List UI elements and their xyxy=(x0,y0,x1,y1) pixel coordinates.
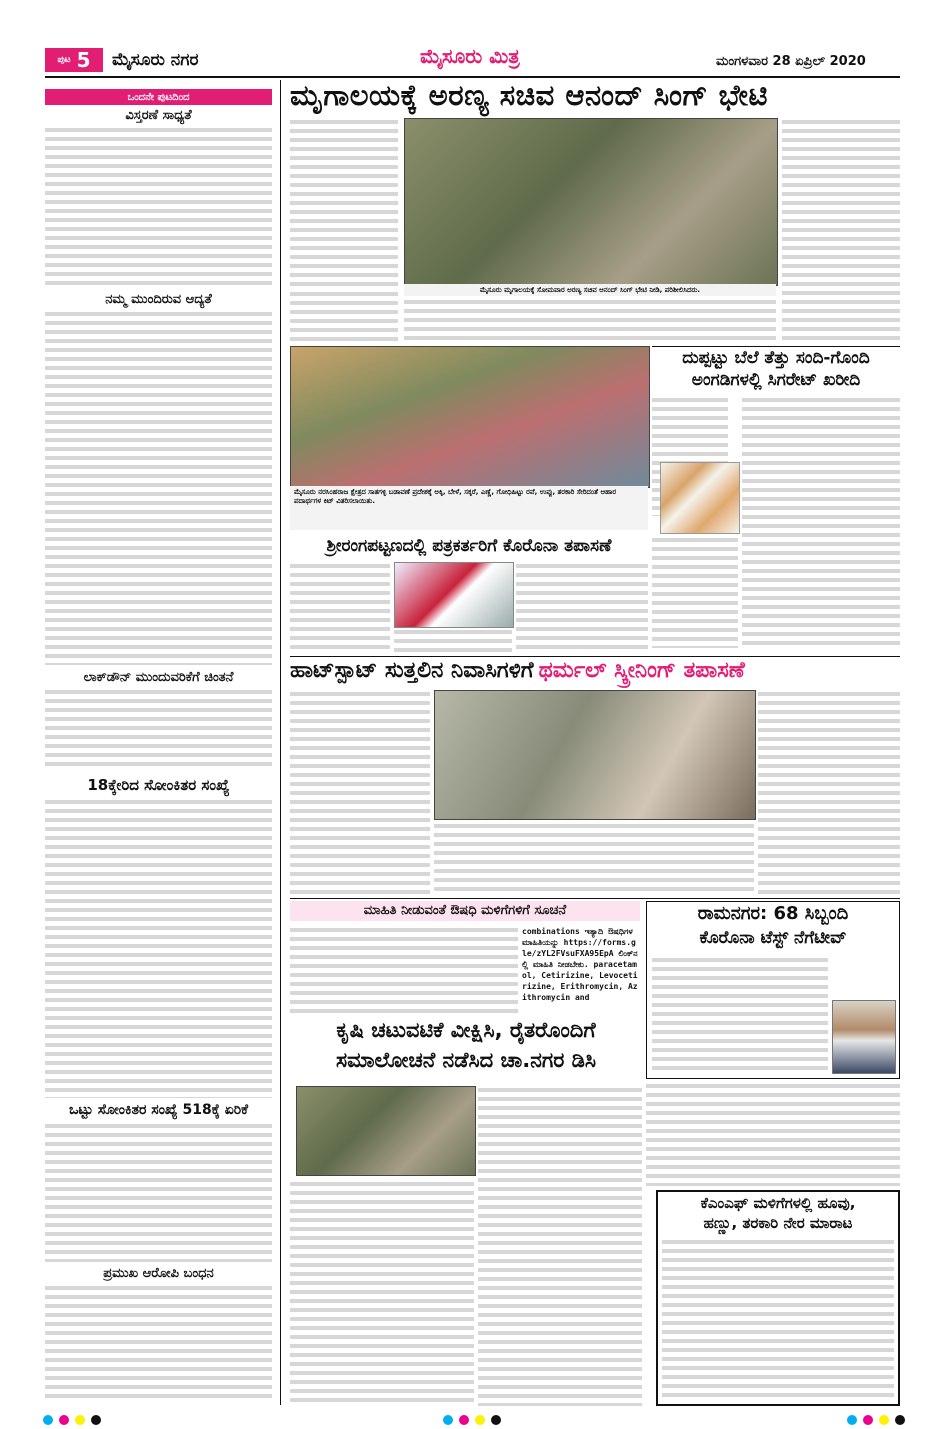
agri-photo-1 xyxy=(296,1086,476,1176)
agri-headline-2: ಸಮಾಲೋಚನೆ ನಡೆಸಿದ ಚಾ.ನಗರ ಡಿಸಿ xyxy=(335,1048,597,1072)
test-tube-photo xyxy=(394,562,514,628)
zoo-visit-photo xyxy=(404,118,778,286)
thermal-text-3 xyxy=(758,690,900,894)
subhead-2: ನಮ್ಮ ಮುಂದಿರುವ ಆದ್ಯತೆ xyxy=(105,292,212,307)
top-headline: ಮೃಗಾಲಯಕ್ಕೆ ಅರಣ್ಯ ಸಚಿವ ಆನಂದ್ ಸಿಂಗ್ ಭೇಟಿ xyxy=(290,78,768,112)
cigarette-photo xyxy=(660,462,740,534)
thermal-screening-photo xyxy=(434,690,756,820)
subhead-4: 18ಕ್ಕೇರಿದ ಸೋಂಕಿತರ ಸಂಖ್ಯೆ xyxy=(87,776,230,794)
kmf-headline-2: ಹಣ್ಣು, ತರಕಾರಿ ನೇರ ಮಾರಾಟ xyxy=(703,1214,853,1232)
left-text-block-1 xyxy=(45,126,272,286)
continued-label: ಒಂದನೇ ಪುಟದಿಂದ xyxy=(45,89,272,105)
thermal-rule-top xyxy=(290,656,900,657)
srirangapatna-headline: ಶ್ರೀರಂಗಪಟ್ಟಣದಲ್ಲಿ ಪತ್ರಕರ್ತರಿಗೆ ಕೊರೊನಾ ತಪಾಸಣೆ xyxy=(326,536,612,556)
page-number-badge xyxy=(45,48,103,72)
kmf-headline-1: ಕೆಎಂಎಫ್ ಮಳಿಗೆಗಳಲ್ಲಿ ಹೂವು, xyxy=(700,1194,856,1212)
column-divider xyxy=(280,80,281,1405)
top-story-text-3 xyxy=(404,298,776,340)
pharmacy-text-1 xyxy=(290,926,518,1014)
srirangapatna-text-1 xyxy=(290,562,390,654)
thermal-headline-pink: ಥರ್ಮಲ್ ಸ್ಕ್ರೀನಿಂಗ್ ತಪಾಸಣೆ xyxy=(538,658,745,683)
thermal-headline xyxy=(290,658,745,683)
food-kit-photo xyxy=(290,346,650,488)
top-story-text xyxy=(290,118,398,286)
dupatta-rule xyxy=(652,346,900,347)
zoo-photo-caption: ಮೈಸೂರು ಮೃಗಾಲಯಕ್ಕೆ ಸೋಮವಾರ ಅರಣ್ಯ ಸಚಿವ ಆನಂದ್ ಸಿಂಗ್ ಭೇಟಿ ನೀಡಿ, ಪರಿಶೀಲಿಸಿದರು. xyxy=(404,284,776,296)
left-text-block-4 xyxy=(45,798,272,1098)
dupatta-text-3 xyxy=(652,536,738,648)
page-label: ಪುಟ xyxy=(57,55,71,65)
food-kit-caption: ಮೈಸೂರು ನರಸಿಂಹರಾಜ ಕ್ಷೇತ್ರದ ಸಾತಗಳ್ಳಿ ಬಡಾವಣೆ ಪ್ರದೇಶಕ್ಕೆ ಅಕ್ಕಿ, ಬೇಳೆ, ಸಕ್ಕರೆ, ಎಣ್ಣೆ, ಗೋಧಿಹಿಟ್ಟು ರವೆ, ಉಪ್ಪು, ತರಕಾರಿ ಸೇರಿದಂತೆ ಆಹಾರ ಪದಾರ್ಥಗಳ ಕಿಟ್ ವಿತರಿಸಲಾಯಿತು. xyxy=(290,486,648,530)
masthead-logo: ಮೈಸೂರು ಮಿತ್ರ xyxy=(420,44,520,68)
agri-text-1 xyxy=(478,1086,642,1406)
top-story-text-4 xyxy=(782,118,900,342)
subhead-1: ವಿಸ್ತರಣೆ ಸಾಧ್ಯತೆ xyxy=(125,108,192,123)
mid-rule xyxy=(290,898,900,899)
official-portrait-photo xyxy=(832,1000,896,1074)
ramanagara-text xyxy=(652,956,828,1074)
left-text-block-5 xyxy=(45,1122,272,1262)
ramanagara-headline-1: ರಾಮನಗರ: 68 ಸಿಬ್ಬಂದಿ xyxy=(697,903,849,924)
subhead-3: ಲಾಕ್‌ಡೌನ್ ಮುಂದುವರಿಕೆಗೆ ಚಿಂತನೆ xyxy=(83,670,234,685)
ramanagara-headline-2: ಕೊರೊನಾ ಟೆಸ್ಟ್ ನೆಗೆಟೀವ್ xyxy=(699,928,847,948)
section-title: ಮೈಸೂರು ನಗರ xyxy=(112,50,199,70)
print-registration-marks-center xyxy=(440,1410,504,1429)
dupatta-text-2 xyxy=(742,396,900,648)
ramanagara-text-2 xyxy=(646,1082,900,1186)
dupatta-headline-2: ಅಂಗಡಿಗಳಲ್ಲಿ ಸಿಗರೇಟ್ ಖರೀದಿ xyxy=(691,370,861,390)
left-text-block-3 xyxy=(45,688,272,770)
agri-text-2 xyxy=(290,1180,474,1406)
pharmacy-headline: ಮಾಹಿತಿ ನೀಡುವಂತೆ ಔಷಧಿ ಮಳಿಗೆಗಳಿಗೆ ಸೂಚನೆ xyxy=(290,901,640,921)
page-number: 5 xyxy=(76,48,91,72)
subhead-6: ಪ್ರಮುಖ ಆರೋಪಿ ಬಂಧನ xyxy=(103,1266,214,1281)
left-text-block-6 xyxy=(45,1284,272,1402)
left-text-block-2 xyxy=(45,310,272,665)
pharmacy-english-text: combinations ಇತ್ಯಾದಿ ಔಷಧಿಗಳ ಮಾಹಿತಿಯನ್ನು https://forms.gle/zYL2FVsuFXA95EpA ಲಿಂಕ್‌ನಲ್ಲಿ ಮಾಹಿತಿ ನೀಡಬೇಕು. paracetamol, Cetirizine, Levocetirizine, Erithromycin, Azithromycin and xyxy=(522,927,638,1002)
agri-headline-1: ಕೃಷಿ ಚಟುವಟಿಕೆ ವೀಕ್ಷಿಸಿ, ರೈತರೊಂದಿಗೆ xyxy=(336,1018,596,1042)
thermal-text-2 xyxy=(434,822,754,894)
srirangapatna-text-3 xyxy=(516,562,648,654)
print-registration-marks-left xyxy=(40,1410,104,1429)
srirangapatna-text-2 xyxy=(394,628,512,654)
subhead-5: ಒಟ್ಟು ಸೋಂಕಿತರ ಸಂಖ್ಯೆ 518ಕ್ಕೆ ಏರಿಕೆ xyxy=(68,1102,249,1118)
kmf-text xyxy=(662,1238,894,1400)
issue-date: ಮಂಗಳವಾರ 28 ಏಪ್ರಿಲ್ 2020 xyxy=(716,54,866,69)
dupatta-headline-1: ದುಪ್ಪಟ್ಟು ಬೆಲೆ ತೆತ್ತು ಸಂದಿ-ಗೊಂದಿ xyxy=(682,348,870,368)
thermal-text-1 xyxy=(290,690,430,894)
print-registration-marks-right xyxy=(844,1410,908,1429)
thermal-headline-black: ಹಾಟ್‌ಸ್ಪಾಟ್ ಸುತ್ತಲಿನ ನಿವಾಸಿಗಳಿಗೆ xyxy=(290,658,534,683)
